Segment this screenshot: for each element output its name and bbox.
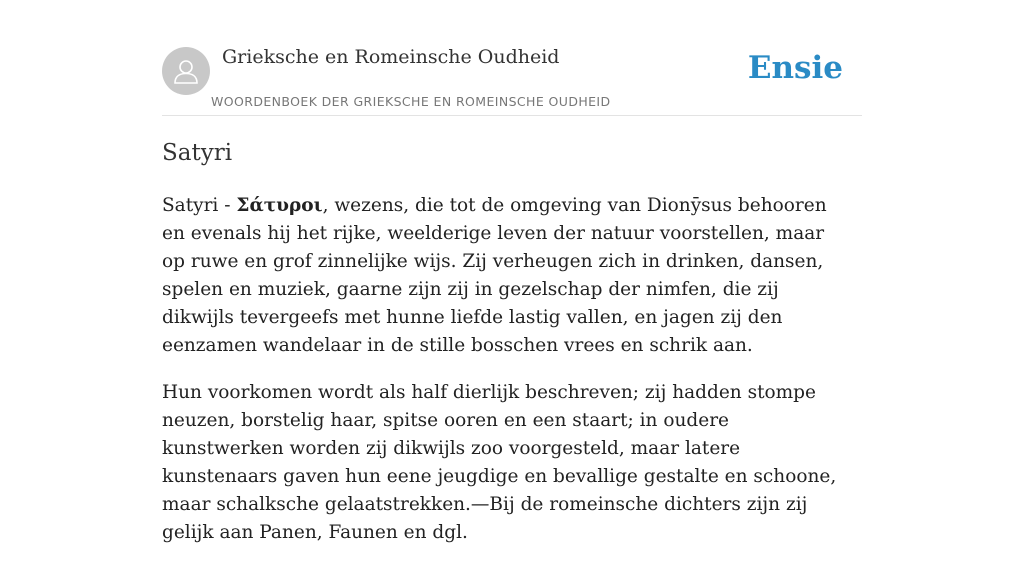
page-container [162,0,862,543]
ensie-logo-link[interactable]: Ensie [747,50,843,86]
entry-lead: Satyri - [162,195,237,216]
entry-paragraph-1-text: , wezens, die tot de omgeving van Dionȳsus behooren en evenals hij het rijke, weelderige leven der natuur voorstellen, maar op ruwe en grof zinnelijke wijs. Zij verheugen zich in drinken, dansen, spelen en muziek, gaarne zijn zij in gezelschap der nimfen, die zij dikwijls tevergeefs met hunne liefde lastig vallen, en jagen zij den eenzamen wandelaar in de stille bosschen vrees en schrik aan. [162,195,827,356]
entry-paragraph-1 [162,192,852,360]
book-title-link[interactable]: Grieksche en Romeinsche Oudheid [222,46,560,68]
entry-title: Satyri [162,140,233,166]
entry-body [162,192,852,566]
greek-term: Σάτυροι [236,195,323,216]
book-subtitle: WOORDENBOEK DER GRIEKSCHE EN ROMEINSCHE OUDHEID [211,94,611,109]
header [162,0,862,116]
avatar[interactable] [162,47,210,95]
user-avatar-icon [172,57,200,85]
entry-paragraph-2: Hun voorkomen wordt als half dierlijk beschreven; zij hadden stompe neuzen, borstelig haar, spitse ooren en een staart; in oudere kunstwerken worden zij dikwijls zoo voorgesteld, maar latere kunstenaars gaven hun eene jeugdige en bevallige gestalte en schoone, maar schalksche gelaatstrekken.—Bij de romeinsche dichters zijn zij gelijk aan Panen, Faunen en dgl. [162,382,837,543]
